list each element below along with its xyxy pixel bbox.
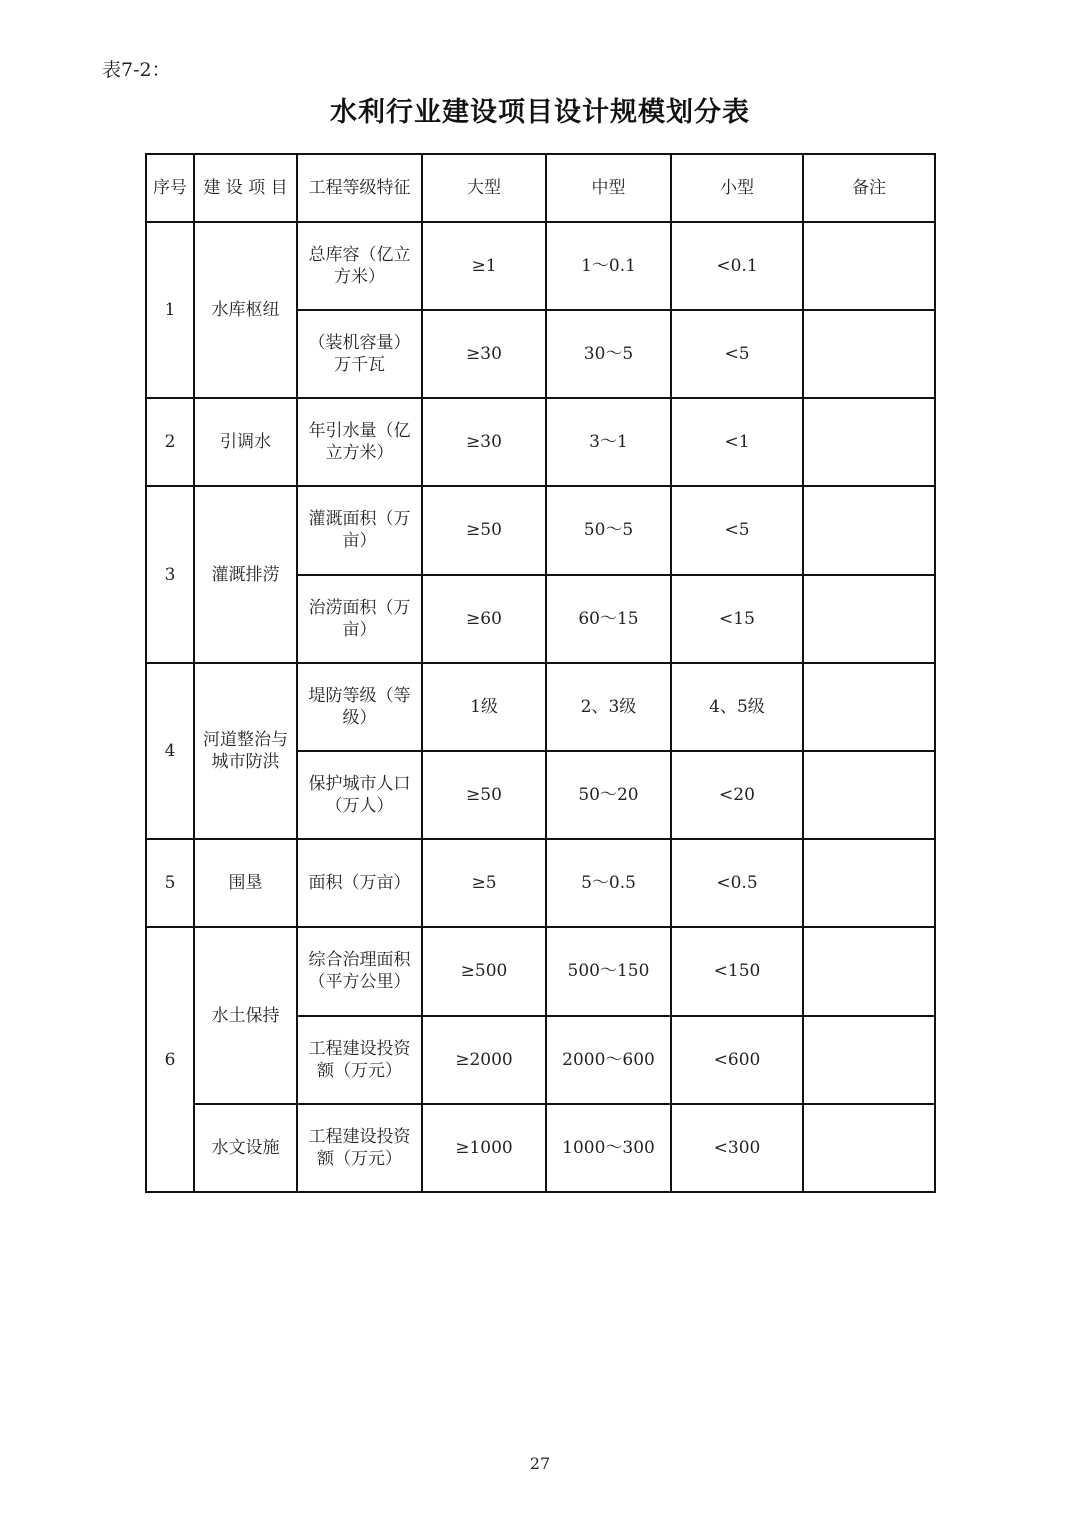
- medium-cell: 60～15: [546, 575, 671, 663]
- seq-cell: 4: [146, 663, 194, 839]
- page-number: 27: [529, 1454, 551, 1473]
- large-cell: ≥30: [422, 310, 546, 398]
- table-row: [146, 927, 935, 1015]
- medium-cell: 1～0.1: [546, 222, 671, 310]
- feature-cell: 总库容（亿立方米）: [297, 222, 422, 310]
- note-cell: [803, 663, 935, 751]
- page-title: 水利行业建设项目设计规模划分表: [330, 97, 750, 128]
- header-large: 大型: [422, 154, 546, 222]
- feature-cell: （装机容量）万千瓦: [297, 310, 422, 398]
- medium-cell: 2、3级: [546, 663, 671, 751]
- large-cell: ≥50: [422, 486, 546, 574]
- medium-cell: 2000～600: [546, 1016, 671, 1104]
- note-cell: [803, 398, 935, 486]
- seq-cell: 2: [146, 398, 194, 486]
- small-cell: <5: [671, 486, 803, 574]
- table-row: [146, 839, 935, 927]
- header-feature: 工程等级特征: [297, 154, 422, 222]
- large-cell: ≥5: [422, 839, 546, 927]
- note-cell: [803, 310, 935, 398]
- table-row: [146, 398, 935, 486]
- seq-cell: 5: [146, 839, 194, 927]
- large-cell: ≥30: [422, 398, 546, 486]
- large-cell: ≥500: [422, 927, 546, 1015]
- project-cell: 围垦: [194, 839, 297, 927]
- medium-cell: 500～150: [546, 927, 671, 1015]
- note-cell: [803, 839, 935, 927]
- table-row: [146, 663, 935, 751]
- project-cell: 引调水: [194, 398, 297, 486]
- small-cell: <150: [671, 927, 803, 1015]
- design-scale-table: [145, 153, 936, 1193]
- large-cell: ≥2000: [422, 1016, 546, 1104]
- medium-cell: 30～5: [546, 310, 671, 398]
- large-cell: ≥1: [422, 222, 546, 310]
- seq-cell: 6: [146, 927, 194, 1192]
- header-small: 小型: [671, 154, 803, 222]
- small-cell: <1: [671, 398, 803, 486]
- header-project: 建 设 项 目: [194, 154, 297, 222]
- table-row: [146, 1104, 935, 1192]
- table-label: 表7-2：: [102, 59, 171, 81]
- note-cell: [803, 575, 935, 663]
- medium-cell: 5～0.5: [546, 839, 671, 927]
- medium-cell: 50～5: [546, 486, 671, 574]
- feature-cell: 工程建设投资额（万元）: [297, 1104, 422, 1192]
- project-cell: 河道整治与城市防洪: [194, 663, 297, 839]
- table-header-row: [146, 154, 935, 222]
- feature-cell: 治涝面积（万亩）: [297, 575, 422, 663]
- note-cell: [803, 1104, 935, 1192]
- note-cell: [803, 486, 935, 574]
- large-cell: ≥1000: [422, 1104, 546, 1192]
- project-cell: 水文设施: [194, 1104, 297, 1192]
- large-cell: ≥60: [422, 575, 546, 663]
- small-cell: <0.1: [671, 222, 803, 310]
- seq-cell: 1: [146, 222, 194, 398]
- feature-cell: 堤防等级（等级）: [297, 663, 422, 751]
- small-cell: <300: [671, 1104, 803, 1192]
- header-note: 备注: [803, 154, 935, 222]
- small-cell: <5: [671, 310, 803, 398]
- note-cell: [803, 1016, 935, 1104]
- seq-cell: 3: [146, 486, 194, 662]
- small-cell: <20: [671, 751, 803, 839]
- feature-cell: 灌溉面积（万亩）: [297, 486, 422, 574]
- feature-cell: 综合治理面积（平方公里）: [297, 927, 422, 1015]
- large-cell: 1级: [422, 663, 546, 751]
- table-row: [146, 222, 935, 310]
- project-cell: 水土保持: [194, 927, 297, 1103]
- table-row: [146, 486, 935, 574]
- large-cell: ≥50: [422, 751, 546, 839]
- feature-cell: 面积（万亩）: [297, 839, 422, 927]
- medium-cell: 3～1: [546, 398, 671, 486]
- header-seq: 序号: [146, 154, 194, 222]
- small-cell: <15: [671, 575, 803, 663]
- header-medium: 中型: [546, 154, 671, 222]
- note-cell: [803, 222, 935, 310]
- project-cell: 灌溉排涝: [194, 486, 297, 662]
- feature-cell: 保护城市人口（万人）: [297, 751, 422, 839]
- project-cell: 水库枢纽: [194, 222, 297, 398]
- small-cell: <600: [671, 1016, 803, 1104]
- medium-cell: 50～20: [546, 751, 671, 839]
- note-cell: [803, 751, 935, 839]
- small-cell: <0.5: [671, 839, 803, 927]
- feature-cell: 工程建设投资额（万元）: [297, 1016, 422, 1104]
- small-cell: 4、5级: [671, 663, 803, 751]
- feature-cell: 年引水量（亿立方米）: [297, 398, 422, 486]
- medium-cell: 1000～300: [546, 1104, 671, 1192]
- note-cell: [803, 927, 935, 1015]
